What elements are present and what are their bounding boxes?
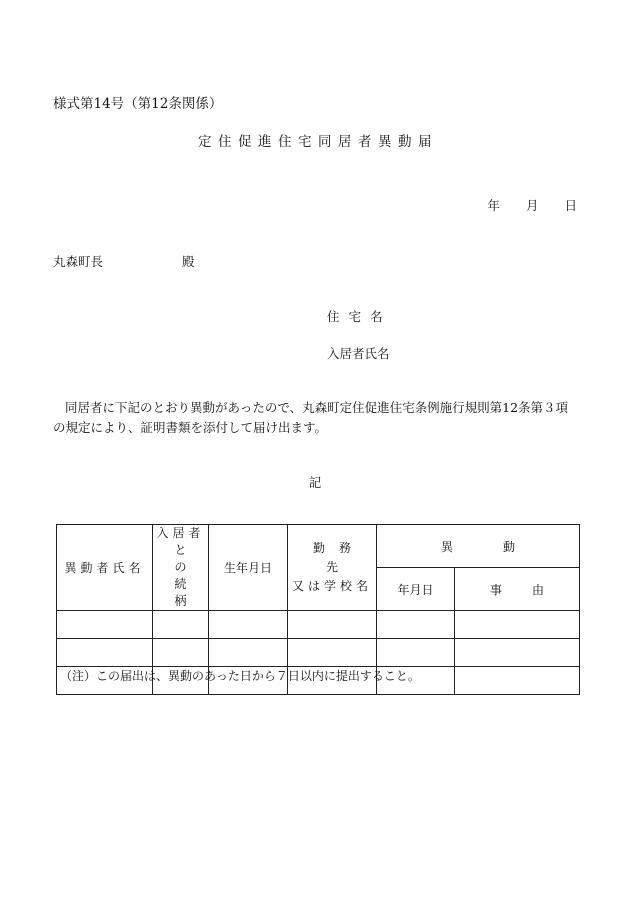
header-relation-line1: 入居者 bbox=[156, 526, 205, 540]
header-reason-text: 事由 bbox=[490, 582, 575, 597]
cell-name[interactable] bbox=[57, 611, 153, 639]
cell-reason[interactable] bbox=[455, 639, 580, 667]
cell-birth-date[interactable] bbox=[209, 639, 288, 667]
cell-workplace[interactable] bbox=[288, 639, 377, 667]
header-moving-person-name-text: 異動者氏名 bbox=[64, 561, 145, 575]
header-workplace-line2: 又は学校名 bbox=[291, 579, 372, 593]
header-moving-person-name bbox=[57, 525, 153, 611]
header-relation bbox=[153, 525, 209, 611]
cell-name[interactable] bbox=[57, 639, 153, 667]
table-row bbox=[57, 639, 580, 667]
ki-heading: 記 bbox=[308, 475, 322, 490]
cell-change-date[interactable] bbox=[377, 639, 455, 667]
header-change-date bbox=[377, 568, 455, 611]
header-workplace-line1: 勤務先 bbox=[312, 541, 365, 574]
header-change-date-text: 年月日 bbox=[397, 582, 434, 597]
body-paragraph: 同居者に下記のとおり異動があったので、丸森町定住促進住宅条例施行規則第12条第３項の規定により、証明書類を添付して届け出ます。 bbox=[53, 400, 569, 435]
addressee-name: 丸森町長 bbox=[53, 254, 104, 269]
cell-relation[interactable] bbox=[153, 611, 209, 639]
house-name-label: 住宅名 bbox=[327, 309, 392, 324]
cell-change-date[interactable] bbox=[377, 611, 455, 639]
header-relation-line2: との bbox=[174, 543, 205, 574]
date-month-label: 月 bbox=[525, 198, 539, 213]
header-birth-date-text: 生年月日 bbox=[223, 561, 272, 575]
header-reason bbox=[455, 568, 580, 611]
cell-reason[interactable] bbox=[455, 611, 580, 639]
form-number: 様式第14号（第12条関係） bbox=[53, 96, 223, 112]
header-workplace bbox=[288, 525, 377, 611]
date-day-label: 日 bbox=[564, 198, 577, 213]
table-row bbox=[57, 611, 580, 639]
addressee-honorific: 殿 bbox=[182, 254, 195, 269]
header-change bbox=[377, 525, 580, 568]
footnote: （注）この届出は、異動のあった日から７日以内に提出すること。 bbox=[60, 669, 420, 683]
cell-relation[interactable] bbox=[153, 639, 209, 667]
cell-reason[interactable] bbox=[455, 667, 580, 695]
document-title: 定住促進住宅同居者異動届 bbox=[198, 134, 438, 150]
date-line bbox=[487, 196, 577, 214]
cell-workplace[interactable] bbox=[288, 611, 377, 639]
header-relation-line3: 続柄 bbox=[174, 577, 205, 608]
resident-name-label: 入居者氏名 bbox=[327, 346, 390, 361]
header-change-text: 異動 bbox=[441, 539, 566, 554]
header-birth-date bbox=[209, 525, 288, 611]
date-year-label: 年 bbox=[487, 198, 500, 213]
cell-birth-date[interactable] bbox=[209, 611, 288, 639]
